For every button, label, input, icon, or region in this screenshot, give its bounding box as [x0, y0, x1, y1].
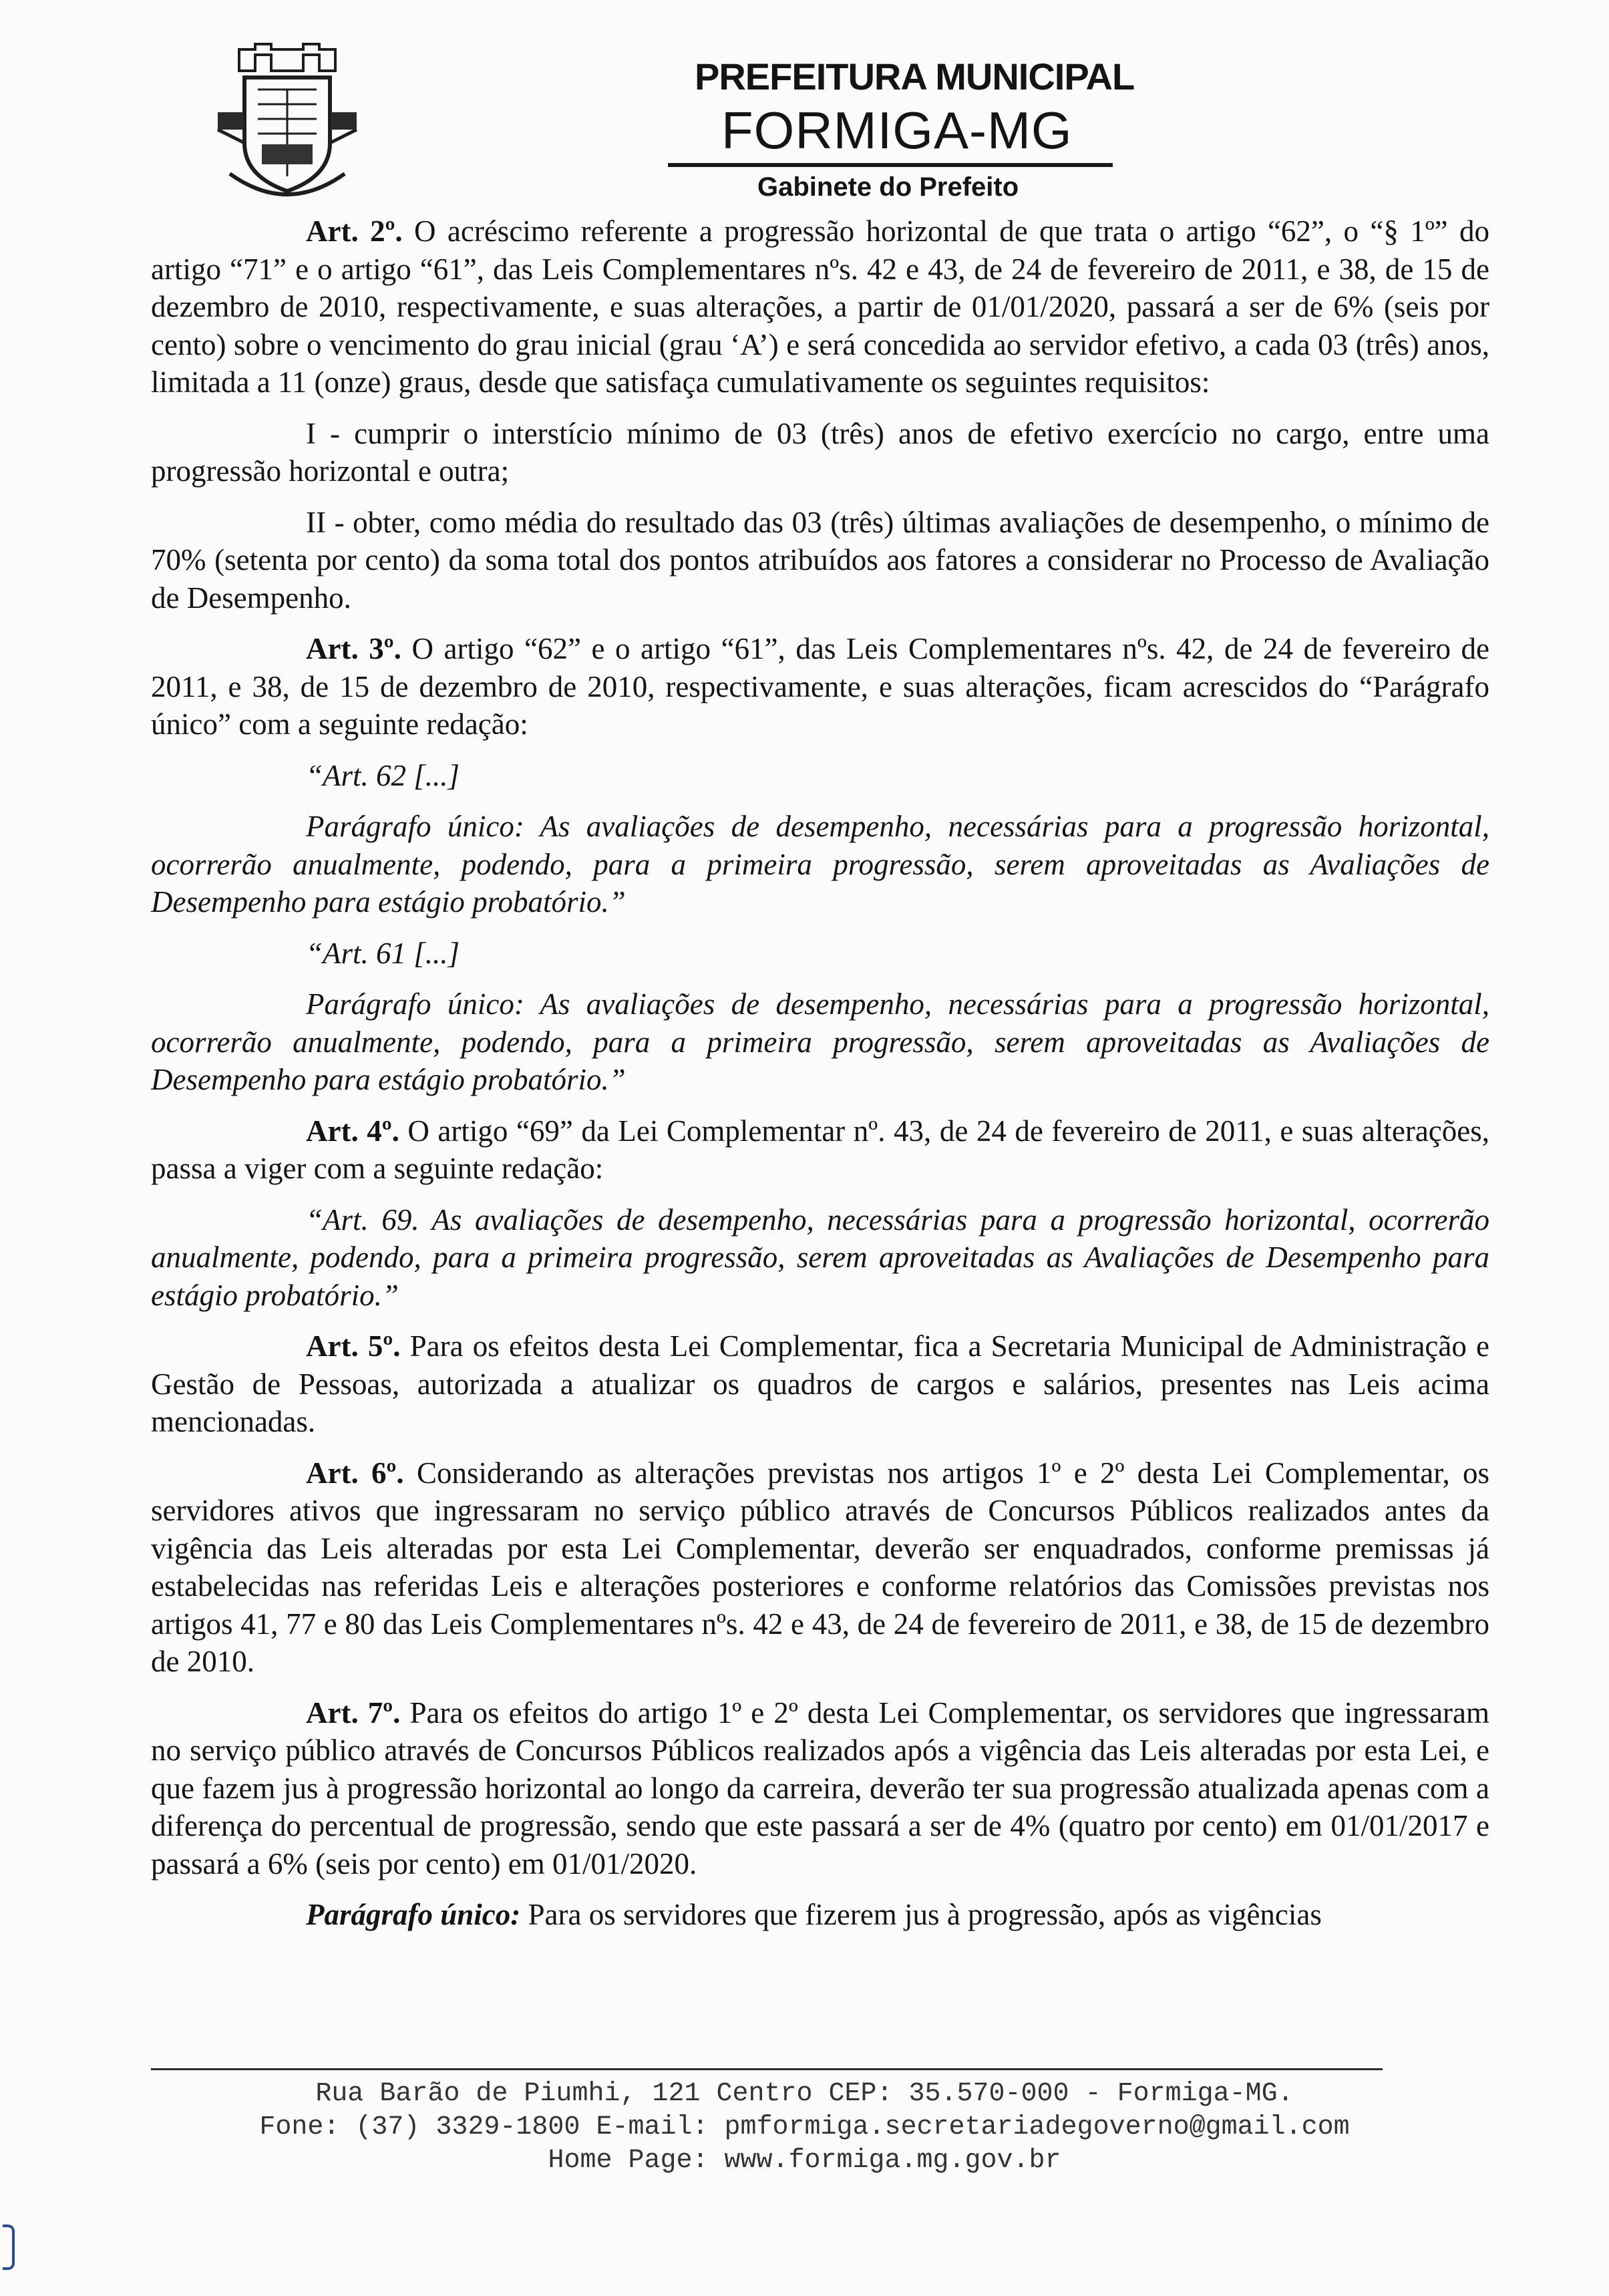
- article-6: [151, 1454, 1489, 1681]
- article-text: Considerando as alterações previstas nos artigos 1º e 2º desta Lei Complementar, os servidores ativos que ingressaram no serviço público através de Concursos Públicos realizados antes da vigência das Leis alteradas por esta Lei Complementar, deverão ser enquadrados, conforme premissas já estabelecidas nas referidas Leis e alterações posteriores e conforme relatórios das Comissões previstas nos artigos 41, 77 e 80 das Leis Complementares nºs. 42 e 43, de 24 de fevereiro de 2011, e 38, de 15 de dezembro de 2010.: [151, 1456, 1490, 1678]
- header-divider: [668, 163, 1113, 167]
- article-7: [151, 1694, 1489, 1883]
- city-title: FORMIGA-MG: [721, 101, 1073, 160]
- quote-art-61-heading: “Art. 61 [...]: [306, 936, 460, 970]
- article-3: [151, 630, 1489, 744]
- footer-homepage: Home Page: www.formiga.mg.gov.br: [548, 2146, 1061, 2176]
- article-4: [151, 1112, 1489, 1188]
- article-label: Art. 5º.: [306, 1329, 401, 1363]
- article-label: Art. 2º.: [306, 214, 403, 248]
- margin-pen-mark: [3, 2225, 15, 2270]
- article-text: O artigo “69” da Lei Complementar nº. 43, de 24 de fevereiro de 2011, e suas alterações, passa a viger com a seguinte redação:: [151, 1114, 1489, 1185]
- quote-art-61-paragraph: Parágrafo único: As avaliações de desempenho, necessárias para a progressão horizontal, ocorrerão anualmente, podendo, para a primeira progressão, serem aproveitadas as Avaliações de Desempenho para estágio probatório.”: [151, 987, 1489, 1096]
- office-subtitle: Gabinete do Prefeito: [757, 172, 1019, 202]
- paragraph-text: Para os servidores que fizerem jus à progressão, após as vigências: [528, 1898, 1322, 1931]
- quote-art-69: “Art. 69. As avaliações de desempenho, necessárias para a progressão horizontal, ocorrerão anualmente, podendo, para a primeira progressão, serem aproveitadas as Avaliações de Desempenho para estágio probatório.”: [151, 1202, 1489, 1312]
- article-text: Para os efeitos do artigo 1º e 2º desta Lei Complementar, os servidores que ingressaram no serviço público através de Concursos Públicos realizados após a vigência das Leis alteradas por esta Lei, e que fazem jus à progressão horizontal ao longo da carreira, deverão ter sua progressão atualizada apenas com a diferença do percentual de progressão, sendo que este passará a ser de 4% (quatro por cento) em 01/01/2017 e passará a 6% (seis por cento) em 01/01/2020.: [151, 1695, 1490, 1880]
- footer-address: Rua Barão de Piumhi, 121 Centro CEP: 35.570-000 - Formiga-MG.: [315, 2079, 1294, 2109]
- article-text: Para os efeitos desta Lei Complementar, fica a Secretaria Municipal de Administração e Gestão de Pessoas, autorizada a atualizar os quadros de cargos e salários, presentes nas Leis acima mencionadas.: [151, 1329, 1490, 1438]
- article-text: O acréscimo referente a progressão horizontal de que trata o artigo “62”, o “§ 1º” do artigo “71” e o artigo “61”, das Leis Complementares nºs. 42 e 43, de 24 de fevereiro de 2011, e 38, de 15 de dezembro de 2010, respectivamente, e suas alterações, a partir de 01/01/2020, passará a ser de 6% (seis por cento) sobre o vencimento do grau inicial (grau ‘A’) e será concedida ao servidor efetivo, a cada 03 (três) anos, limitada a 11 (onze) graus, desde que satisfaça cumulativamente os seguintes requisitos:: [151, 214, 1490, 399]
- article-2: [151, 212, 1489, 401]
- article-5: [151, 1327, 1489, 1441]
- article-2-item-1: I - cumprir o interstício mínimo de 03 (três) anos de efetivo exercício no cargo, entre uma progressão horizontal e outra;: [151, 416, 1489, 488]
- article-label: Art. 3º.: [306, 632, 401, 665]
- quote-art-62-heading: “Art. 62 [...]: [306, 758, 460, 792]
- article-label: Art. 6º.: [306, 1456, 404, 1490]
- article-label: Art. 4º.: [306, 1114, 399, 1148]
- footer-contact: Fone: (37) 3329-1800 E-mail: pmformiga.secretariadegoverno@gmail.com: [259, 2112, 1350, 2142]
- paragraph-label: Parágrafo único:: [306, 1898, 521, 1931]
- article-2-item-2: II - obter, como média do resultado das 03 (três) últimas avaliações de desempenho, o mínimo de 70% (setenta por cento) da soma total dos pontos atribuídos aos fatores a considerar no Processo de Avaliação de Desempenho.: [151, 505, 1489, 615]
- municipality-name: PREFEITURA MUNICIPAL: [695, 55, 1135, 98]
- footer-divider: [151, 2068, 1383, 2070]
- article-text: O artigo “62” e o artigo “61”, das Leis Complementares nºs. 42, de 24 de fevereiro de 2011, e 38, de 15 de dezembro de 2010, respectivamente, e suas alterações, ficam acrescidos do “Parágrafo único” com a seguinte redação:: [151, 632, 1490, 741]
- document-body: [151, 212, 1489, 1934]
- article-7-sole-paragraph: [151, 1896, 1489, 1934]
- footer: [0, 2078, 1609, 2178]
- municipal-crest: [215, 43, 359, 211]
- article-label: Art. 7º.: [306, 1695, 401, 1730]
- quote-art-62-paragraph: Parágrafo único: As avaliações de desempenho, necessárias para a progressão horizontal, ocorrerão anualmente, podendo, para a primeira progressão, serem aproveitadas as Avaliações de Desempenho para estágio probatório.”: [151, 810, 1489, 919]
